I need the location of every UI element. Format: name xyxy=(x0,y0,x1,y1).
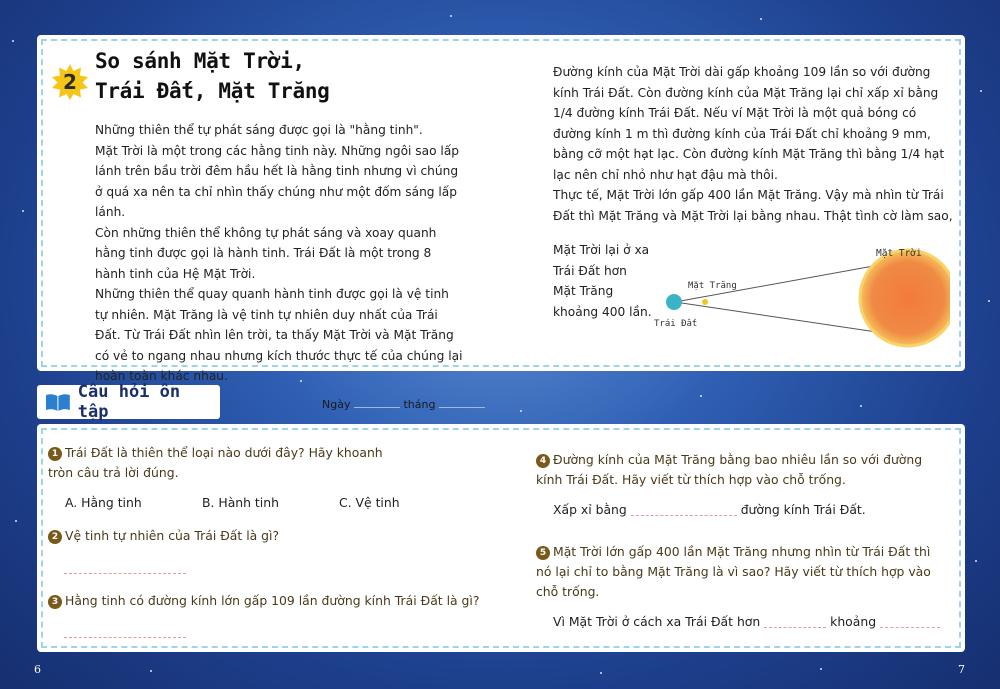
question-4-answer-line xyxy=(553,502,866,517)
review-header xyxy=(37,382,220,422)
lesson-title-line2: Trái Đất, Mặt Trăng xyxy=(95,79,330,103)
answer-blank-5a[interactable] xyxy=(764,618,826,628)
answer-blank-5b[interactable] xyxy=(880,618,940,628)
moon-shape xyxy=(702,299,708,305)
lesson-number-badge xyxy=(51,63,89,101)
question-5-answer-line xyxy=(553,614,940,629)
option-c[interactable]: C. Vệ tinh xyxy=(339,495,400,510)
question-text: Hằng tinh có đường kính lớn gấp 109 lần đường kính Trái Đất là gì? xyxy=(65,593,480,608)
review-title: Câu hỏi ôn tập xyxy=(77,382,181,422)
q4-suffix: đường kính Trái Đất. xyxy=(740,502,866,517)
answer-blank-3[interactable] xyxy=(64,624,186,639)
question-number: 2 xyxy=(48,530,62,544)
moon-label: Mặt Trăng xyxy=(688,281,737,291)
question-text: Mặt Trời lớn gấp 400 lần Mặt Trăng nhưng nhìn từ Trái Đất thì nó lại chỉ to bằng Mặt Trăng là vì sao? Hãy viết từ thích hợp vào chỗ trống. xyxy=(536,544,931,599)
lesson-title-line1: So sánh Mặt Trời, xyxy=(95,49,305,73)
option-a[interactable]: A. Hằng tinh xyxy=(65,495,142,510)
lesson-number: 2 xyxy=(63,70,77,94)
book-icon xyxy=(45,392,71,412)
page-number-left: 6 xyxy=(34,663,41,676)
answer-blank-2[interactable] xyxy=(64,560,186,575)
q5-prefix: Vì Mặt Trời ở cách xa Trái Đất hơn xyxy=(553,614,761,629)
left-text-column xyxy=(95,120,465,387)
q4-prefix: Xấp xỉ bằng xyxy=(553,502,627,517)
right-paragraph: Thực tế, Mặt Trời lớn gấp 400 lần Mặt Trăng. Vậy mà nhìn từ Trái Đất thì Mặt Trăng và Mặt Trời lại bằng nhau. Thật tình cờ làm sao, xyxy=(553,188,953,223)
question-text: Đường kính của Mặt Trăng bằng bao nhiêu lần so với đường kính Trái Đất. Hãy viết từ thích hợp vào chỗ trống. xyxy=(536,452,923,487)
question-4 xyxy=(536,450,946,490)
left-paragraph: Còn những thiên thể không tự phát sáng và xoay quanh hằng tinh được gọi là hành tinh. Trái Đất là một trong 8 hành tinh của Hệ Mặt Trời. xyxy=(95,225,437,281)
right-paragraph: Đường kính của Mặt Trời dài gấp khoảng 109 lần so với đường kính Trái Đất. Còn đường kính của Mặt Trăng lại chỉ xấp xỉ bằng 1/4 đường kính Trái Đất. Nếu ví Mặt Trời là một quả bóng có đường kính 1 m thì đường kính của Trái Đất chỉ khoảng 9 mm, bằng cỡ một hạt lạc. Còn đường kính Mặt Trăng thì bằng 1/4 hạt lạc nên chỉ nhỏ như hạt đậu mà thôi. xyxy=(553,65,945,182)
left-paragraph: Những thiên thể quay quanh hành tinh được gọi là vệ tinh tự nhiên. Mặt Trăng là vệ tinh tự nhiên duy nhất của Trái Đất. Từ Trái Đất nhìn lên trời, ta thấy Mặt Trời và Mặt Trăng có vẻ to ngang nhau nhưng kích thước thực tế của chúng lại hoàn toàn khác nhau. xyxy=(95,287,463,383)
question-1 xyxy=(48,443,398,483)
sun-shape xyxy=(860,250,950,346)
question-3 xyxy=(48,591,488,611)
question-number: 4 xyxy=(536,454,550,468)
question-5 xyxy=(536,542,946,602)
date-month-blank[interactable] xyxy=(439,407,485,408)
date-line xyxy=(322,398,485,411)
sun-earth-moon-diagram xyxy=(650,240,950,358)
sun-label: Mặt Trời xyxy=(876,248,922,259)
page-number-right: 7 xyxy=(958,663,965,676)
date-day-blank[interactable] xyxy=(354,407,400,408)
q5-mid: khoảng xyxy=(830,614,877,629)
question-number: 1 xyxy=(48,447,62,461)
date-day-label: Ngày xyxy=(322,398,351,411)
right-narrow-text: Mặt Trời lại ở xa Trái Đất hơn Mặt Trăng khoảng 400 lần. xyxy=(553,243,652,319)
earth-label: Trái Đất xyxy=(654,319,698,329)
date-month-label: tháng xyxy=(403,398,436,411)
earth-shape xyxy=(666,294,682,310)
left-paragraph: Những thiên thể tự phát sáng được gọi là "hằng tinh". xyxy=(95,123,423,137)
lesson-title xyxy=(95,46,330,106)
answer-blank-4[interactable] xyxy=(631,506,737,516)
right-text-column xyxy=(553,62,953,226)
left-paragraph: Mặt Trời là một trong các hằng tinh này. Những ngôi sao lấp lánh trên bầu trời đêm hầu hết là hằng tinh nhưng vì chúng ở quá xa nên ta chỉ nhìn thấy chúng như một đốm sáng lấp lánh. xyxy=(95,143,460,219)
question-text: Vệ tinh tự nhiên của Trái Đất là gì? xyxy=(65,528,280,543)
question-2 xyxy=(48,526,448,546)
question-number: 3 xyxy=(48,595,62,609)
option-b[interactable]: B. Hành tinh xyxy=(202,495,279,510)
question-number: 5 xyxy=(536,546,550,560)
question-text: Trái Đất là thiên thể loại nào dưới đây? Hãy khoanh tròn câu trả lời đúng. xyxy=(48,445,383,480)
